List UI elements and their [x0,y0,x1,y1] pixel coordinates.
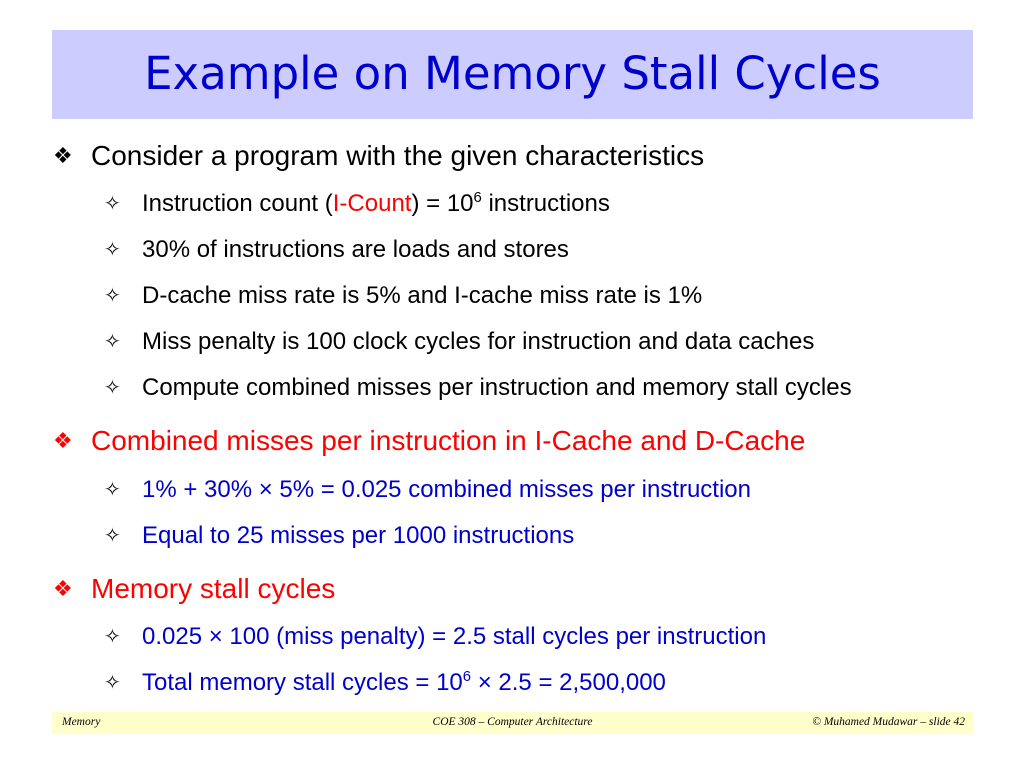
list-item-compute [104,372,852,403]
list-item-combined-formula [104,474,751,505]
item-text-pre: Instruction count ( [142,190,333,217]
title-band [52,30,973,119]
list-item-loads-stores [104,234,569,265]
footer-course: COE 308 – Computer Architecture [432,716,593,728]
diamond-bullet-icon: ❖ [53,429,73,454]
slide-footer [52,712,973,734]
star-bullet-icon: ✧ [104,624,121,648]
diamond-bullet-icon: ❖ [53,144,73,169]
list-item-stall-per-instruction [104,621,766,652]
list-item-miss-rates [104,280,702,311]
slide-title: Example on Memory Stall Cycles [144,47,881,100]
item-text-pre: Total memory stall cycles = 10 [142,669,463,696]
item-text-tail: instructions [481,190,610,217]
list-item-miss-penalty [104,326,814,357]
item-text: D-cache miss rate is 5% and I-cache miss rate is 1% [142,282,703,309]
star-bullet-icon: ✧ [104,477,121,501]
exponent: 6 [462,669,472,686]
heading-text: Combined misses per instruction in I-Cache and D-Cache [91,425,806,456]
star-bullet-icon: ✧ [104,283,121,307]
list-item-total-stall [104,667,666,698]
section-heading-characteristics [53,139,704,174]
star-bullet-icon: ✧ [104,375,121,399]
item-text-tail: × 2.5 = 2,500,000 [471,669,666,696]
exponent: 6 [473,190,482,207]
item-text-post: ) = 10 [411,190,474,217]
section-heading-combined-misses [53,424,805,459]
star-bullet-icon: ✧ [104,670,121,694]
footer-slide-number: © Muhamed Mudawar – slide 42 [812,716,965,728]
heading-text: Memory stall cycles [91,573,336,604]
i-count-highlight: I-Count [332,190,412,217]
list-item-instruction-count [104,188,610,219]
heading-text: Consider a program with the given characteristics [91,140,705,171]
star-bullet-icon: ✧ [104,329,121,353]
star-bullet-icon: ✧ [104,523,121,547]
list-item-per-1000 [104,520,574,551]
footer-topic: Memory [62,716,101,728]
item-text: Compute combined misses per instruction and memory stall cycles [142,374,852,401]
section-heading-stall-cycles [53,572,335,607]
star-bullet-icon: ✧ [104,191,121,215]
item-text: Miss penalty is 100 clock cycles for instruction and data caches [142,328,815,355]
item-text: 1% + 30% × 5% = 0.025 combined misses per instruction [142,476,751,503]
item-text: 30% of instructions are loads and stores [142,236,569,263]
item-text: Equal to 25 misses per 1000 instructions [142,522,575,549]
star-bullet-icon: ✧ [104,237,121,261]
diamond-bullet-icon: ❖ [53,577,73,602]
item-text: 0.025 × 100 (miss penalty) = 2.5 stall cycles per instruction [142,623,767,650]
